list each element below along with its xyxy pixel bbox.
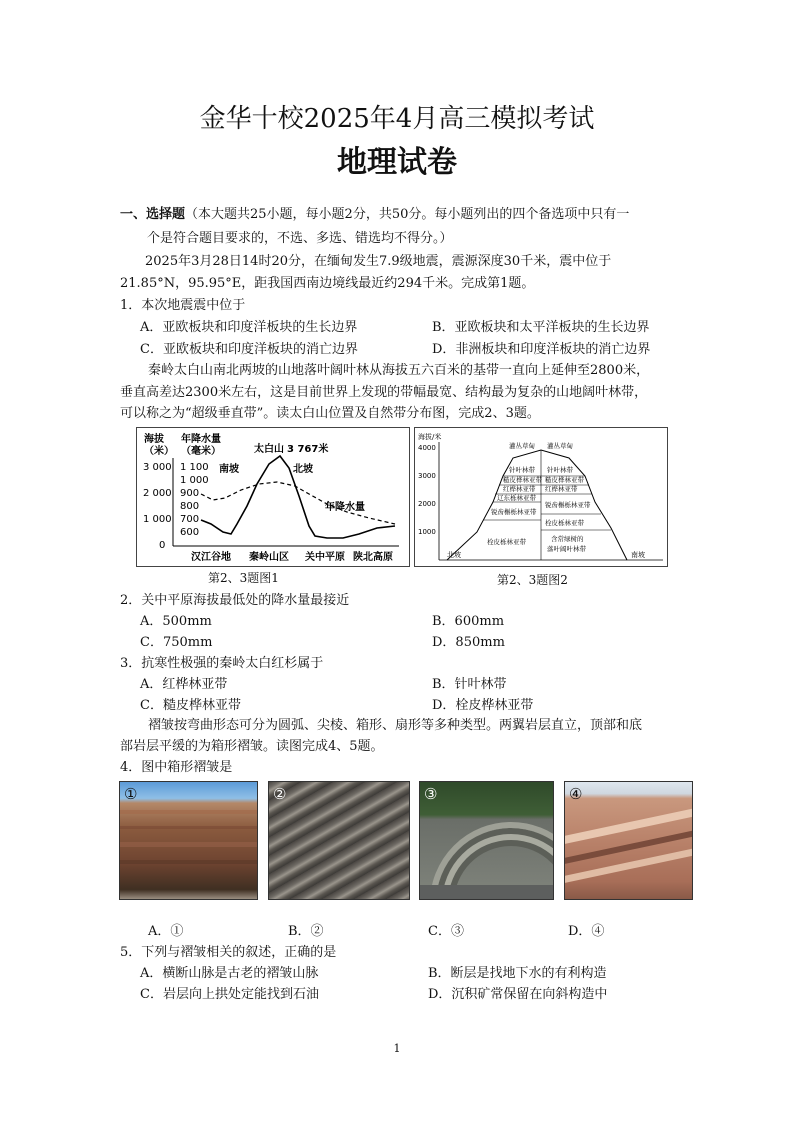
fig1-peak-label: 太白山: [254, 444, 284, 455]
q3-option-a[interactable]: A．红桦林亚带: [140, 677, 228, 692]
q3-stem: 3．抗寒性极强的秦岭太白红杉属于: [120, 656, 324, 671]
fig1-x-label: 关中平原: [305, 552, 345, 563]
q1-option-c[interactable]: C．亚欧板块和印度洋板块的消亡边界: [140, 342, 358, 357]
fig2-north-slope: 北坡: [447, 551, 461, 559]
fig2-left-band: 糙皮桦林亚带: [503, 476, 542, 484]
fig2-right-band: 针叶林带: [547, 466, 573, 474]
subject-title: 地理试卷: [337, 145, 457, 180]
photo-label-4: ④: [569, 785, 583, 803]
fig2-right-band: 糙皮桦林亚带: [545, 476, 584, 484]
fig2-left-band: 锐齿槲栎林亚带: [491, 508, 537, 516]
photo-label-3: ③: [424, 785, 438, 803]
fig2-tick: 1000: [418, 528, 436, 536]
fig2-south-slope: 南坡: [631, 551, 645, 559]
fig1-south-slope: 南坡: [219, 464, 239, 475]
fig1-p-tick: 800: [180, 501, 200, 512]
q1-option-b[interactable]: B．亚欧板块和太平洋板块的生长边界: [432, 320, 650, 335]
fig2-tick: 3000: [418, 472, 436, 480]
q3-option-b[interactable]: B．针叶林带: [432, 677, 507, 692]
passage2-line1: 秦岭太白山南北两坡的山地落叶阔叶林从海拔五六百米的基带一直向上延伸至2800米，: [148, 363, 650, 378]
q2-option-d[interactable]: D．850mm: [432, 635, 505, 650]
q1-stem: 1．本次地震震中位于: [120, 298, 246, 313]
q4-stem: 4．图中箱形褶皱是: [120, 760, 233, 775]
fig2-left-band: 辽东栎林亚带: [497, 494, 536, 502]
fig2-right-band: 含常绿树的: [551, 535, 584, 543]
q4-option-c[interactable]: C．③: [428, 924, 464, 939]
fig1-x-label: 秦岭山区: [249, 552, 289, 563]
figure2-vertical-zones: [414, 427, 668, 567]
q5-option-c[interactable]: C．岩层向上拱处定能找到石油: [140, 987, 319, 1002]
fig2-top-right: 灌丛草甸: [547, 442, 573, 450]
figure2-caption: 第2、3题图2: [497, 573, 568, 587]
fig2-tick: 2000: [418, 500, 436, 508]
fig2-mountain-outline: [447, 450, 627, 560]
q5-option-a[interactable]: A．横断山脉是古老的褶皱山脉: [140, 966, 319, 981]
section-instructions-line1: （本大题共25小题，每小题2分，共50分。每小题列出的四个备选项中只有一: [185, 207, 630, 222]
q1-option-a[interactable]: A．亚欧板块和印度洋板块的生长边界: [140, 320, 358, 335]
fig2-top-left: 灌丛草甸: [509, 442, 535, 450]
fold-photo-1: [119, 781, 258, 900]
section-instructions-line2: 个是符合题目要求的，不选、多选、错选均不得分。）: [147, 231, 453, 246]
page-number: 1: [393, 1042, 401, 1055]
fig1-alt-tick: 0: [159, 540, 166, 551]
q2-option-a[interactable]: A．500mm: [140, 614, 212, 629]
passage1-line2: 21.85°N，95.95°E，距我国西南边境线最近约294千米。完成第1题。: [120, 276, 535, 291]
q1-option-d[interactable]: D．非洲板块和印度洋板块的消亡边界: [432, 342, 651, 357]
fig2-y-label: 海拔/米: [418, 433, 442, 441]
q3-option-c[interactable]: C．糙皮桦林亚带: [140, 698, 241, 713]
fig2-right-band: 栓皮栎林亚带: [545, 519, 584, 527]
fig1-x-label: 陕北高原: [353, 552, 393, 563]
fig1-x-label: 汉江谷地: [191, 552, 231, 563]
figure1-caption: 第2、3题图1: [208, 571, 279, 585]
fig2-left-band: 红桦林亚带: [503, 485, 536, 493]
photo-label-1: ①: [124, 785, 138, 803]
fig1-north-slope: 北坡: [293, 464, 313, 475]
fig2-right-band: 锐齿槲栎林亚带: [545, 501, 591, 509]
fig1-p-tick: 600: [180, 527, 200, 538]
fig2-left-band: 针叶林带: [509, 466, 535, 474]
figure1-svg: [137, 428, 409, 566]
fig2-left-band: 栓皮栎林亚带: [487, 538, 526, 546]
fig1-alt-tick: 3 000: [143, 462, 172, 473]
fig1-p-tick: 700: [180, 514, 200, 525]
fold-photo-2: [268, 781, 410, 900]
fig1-p-tick: 1 100: [180, 462, 209, 473]
passage2-line2: 垂直高差达2300米左右，这是目前世界上发现的带幅最宽、结构最为复杂的山地阔叶林带，: [120, 385, 648, 400]
section-heading: 一、选择题: [120, 207, 186, 222]
q5-option-d[interactable]: D．沉积矿常保留在向斜构造中: [428, 987, 608, 1002]
exam-title: 金华十校2025年4月高三模拟考试: [199, 104, 595, 134]
q5-option-b[interactable]: B．断层是找地下水的有利构造: [428, 966, 607, 981]
q4-option-a[interactable]: A．①: [148, 924, 184, 939]
q2-stem: 2．关中平原海拔最低处的降水量最接近: [120, 593, 350, 608]
fig1-rain-label: 年降水量: [325, 502, 365, 513]
q2-option-c[interactable]: C．750mm: [140, 635, 213, 650]
fig1-precip-line: [201, 482, 395, 524]
fig1-p-tick: 900: [180, 488, 200, 499]
fig2-right-band: 落叶阔叶林带: [547, 545, 586, 553]
fold-photo-3: [419, 781, 554, 900]
q4-option-d[interactable]: D．④: [568, 924, 605, 939]
fig2-tick: 4000: [418, 444, 436, 452]
photo-label-2: ②: [273, 785, 287, 803]
fig1-y-label-2: （米）: [144, 446, 174, 457]
fold-photo-4: [564, 781, 693, 900]
fig1-y-label-1: 海拔: [144, 434, 164, 445]
passage1-line1: 2025年3月28日14时20分，在缅甸发生7.9级地震，震源深度30千米，震中位于: [145, 254, 612, 269]
fig2-right-band: 红桦林亚带: [545, 485, 578, 493]
section-instructions: [120, 205, 629, 225]
passage3-line2: 部岩层平缓的为箱形褶皱。读图完成4、5题。: [120, 739, 384, 754]
figure2-svg: [415, 428, 667, 566]
passage3-line1: 褶皱按弯曲形态可分为圆弧、尖棱、箱形、扇形等多种类型。两翼岩层直立，顶部和底: [148, 718, 643, 733]
figure1-profile: [136, 427, 410, 567]
fig1-alt-tick: 2 000: [143, 488, 172, 499]
q4-option-b[interactable]: B．②: [288, 924, 324, 939]
fig1-peak-height: 3 767米: [287, 444, 329, 455]
fig1-p-label-1: 年降水量: [181, 434, 221, 445]
fig1-p-tick: 1 000: [180, 475, 209, 486]
fig1-alt-tick: 1 000: [143, 514, 172, 525]
q3-option-d[interactable]: D．栓皮桦林亚带: [432, 698, 534, 713]
q2-option-b[interactable]: B．600mm: [432, 614, 505, 629]
passage2-line3: 可以称之为“超级垂直带”。读太白山位置及自然带分布图，完成2、3题。: [120, 406, 540, 421]
q5-stem: 5．下列与褶皱相关的叙述，正确的是: [120, 945, 337, 960]
fig1-p-label-2: （毫米）: [181, 446, 221, 457]
